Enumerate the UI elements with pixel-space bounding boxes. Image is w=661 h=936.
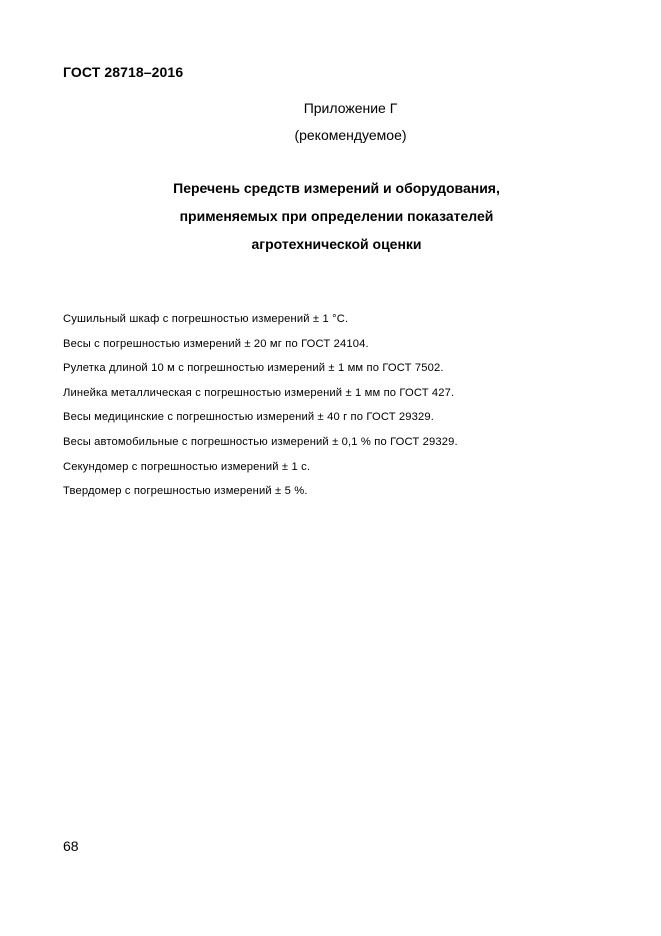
list-title-line: агротехнической оценки: [251, 236, 422, 252]
equipment-list: [63, 312, 458, 509]
list-item: Весы с погрешностью измерений ± 20 мг по ГОСТ 24104.: [63, 337, 369, 350]
list-item: Секундомер с погрешностью измерений ± 1 с.: [63, 460, 311, 473]
list-title: [0, 180, 661, 264]
list-item: Весы автомобильные с погрешностью измерений ± 0,1 % по ГОСТ 29329.: [63, 435, 458, 448]
list-title-line: применяемых при определении показателей: [179, 208, 494, 224]
appendix-heading: [0, 100, 661, 154]
list-title-line: Перечень средств измерений и оборудования,: [173, 180, 500, 196]
list-item: Рулетка длиной 10 м с погрешностью измерений ± 1 мм по ГОСТ 7502.: [63, 362, 444, 375]
appendix-name: Приложение Г: [303, 100, 398, 116]
list-item: Твердомер с погрешностью измерений ± 5 %.: [63, 485, 308, 498]
list-item: Сушильный шкаф с погрешностью измерений ± 1 °С.: [63, 313, 349, 325]
page-number: 68: [63, 838, 79, 854]
appendix-status: (рекомендуемое): [294, 127, 407, 143]
list-item: Линейка металлическая с погрешностью измерений ± 1 мм по ГОСТ 427.: [63, 386, 455, 399]
list-item: Весы медицинские с погрешностью измерений ± 40 г по ГОСТ 29329.: [63, 411, 435, 424]
document-header: ГОСТ 28718–2016: [63, 64, 184, 80]
